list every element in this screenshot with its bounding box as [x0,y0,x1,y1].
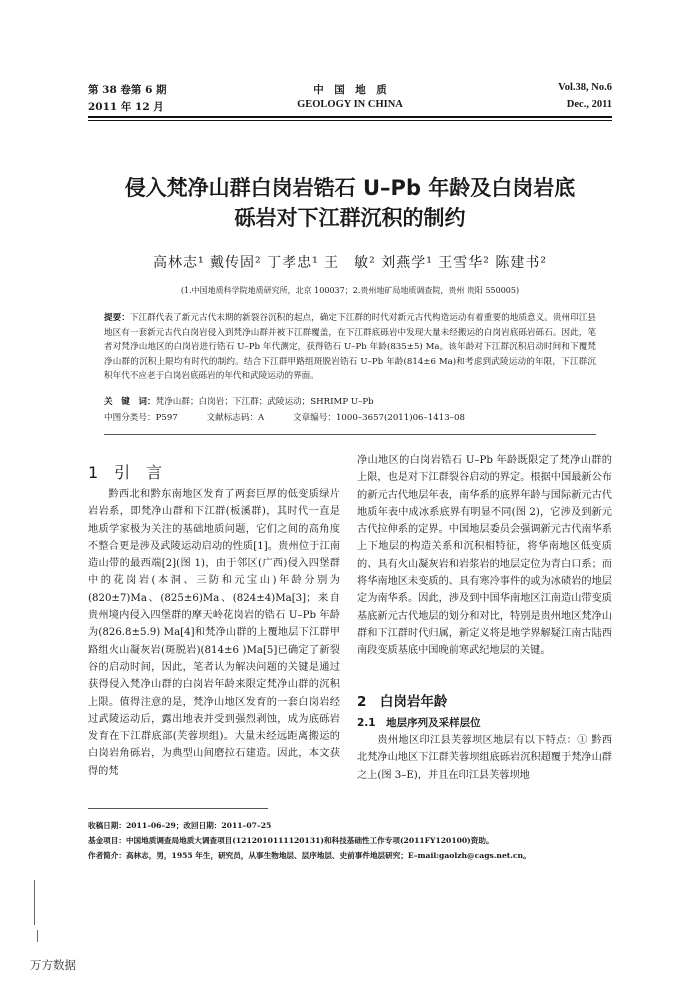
footnote-fund: 基金项目：中国地质调查局地质大调查项目(1212010111120131)和科技基础性工作专项(2011FY120100)资助。 [88,836,494,845]
article-number: 文章编号：1000–3657(2011)06–1413–08 [293,413,465,423]
scan-mark [34,880,35,925]
abstract-rule [104,434,596,435]
footnote-received: 收稿日期：2011–06–29；改回日期：2011–07–25 [88,821,272,830]
section-1-continued: 净山地区的白岗岩锆石 U–Pb 年龄既限定了梵净山群的上限，也是对下江群裂谷启动的界定。根据中国最新公布的新元古代地层年表，南华系的底界年龄与国际新元古代地质年表中成冰系底界有明显不同(图 2)，它涉及到新元古代拉伸系的定界。中国地层委员会强调新元古代南华系上下地层的构造关系和沉积相特征，将华南地区低变质的、具有火山凝灰岩和岩浆岩的地层定位为青白口系；而将华南地区未变质的、具有寒冷事件的或为冰碛岩的地层定为南华系。因此，涉及到中国华南地区江南造山带变质基底新元古代地层的划分和对比，特别是贵州地区梵净山群和下江群时代归属，新定义将是地学界解疑江南古陆西南段变质基底中国晚前寒武纪地层的关键。 [357,455,612,657]
keywords-label: 关 键 词： [104,397,156,407]
journal-date-en: Dec., 2011 [566,99,612,110]
keywords [104,395,596,407]
abstract [104,311,596,384]
journal-name-en: GEOLOGY IN CHINA [297,99,403,110]
document-code: 文献标志码：A [206,413,265,423]
section-1-paragraph: 黔西北和黔东南地区发育了两套巨厚的低变质绿片岩岩系，即梵净山群和下江群(板溪群)，其时代一直是地质学家极为关注的基础地质问题，它们之间的高角度不整合更是涉及武陵运动启动的性质[1]。贵州位于江南造山带的最西端[2](图 1)，由于邻区(广西)侵入四堡群中的花岗岩(本洞、三防和元宝山)年龄分别为 (820±7)Ma、(825±6)Ma、(824±4)Ma[3]；来自贵州境内侵入四堡群的摩天岭花岗岩的锆石 U–Pb 年龄为(826.8±5.9) Ma[4]和梵净山群的上覆地层下江群甲路组火山凝灰岩(斑脱岩)(814±6 )Ma[5]已确定了新裂谷的启动时间，因此，笔者认为解决问题的关键是通过获得侵入梵净山群的白岗岩年龄来限定梵净山群的沉积上限。值得注意的是，梵净山地区发育的一套白岗岩经过武陵运动后，露出地表并受到强烈剥蚀，成为底砾岩发育在下江群底部(芙蓉坝组)。大量未经远距离搬运的白岗岩角砾岩，为典型山间磨拉石建造。因此，本文获得的梵 [88,489,340,777]
keywords-text: 梵净山群；白岗岩；下江群；武陵运动；SHRIMP U–Pb [155,397,374,407]
header-rule-thin [88,120,612,121]
section-2-1-paragraph: 贵州地区印江县芙蓉坝区地层有以下特点：① 黔西北梵净山地区下江群芙蓉坝组底砾岩沉积超覆于梵净山群之上(图 3–E)，并且在印江县芙蓉坝地 [357,735,612,781]
title-line-1: 侵入梵净山群白岗岩锆石 U–Pb 年龄及白岗岩底 [124,176,576,200]
journal-volume: 第 38 卷第 6 期 [88,84,167,96]
journal-volume-en: Vol.38, No.6 [558,82,612,93]
author-list: 高林志¹ 戴传固² 丁孝忠¹ 王 敏² 刘燕学¹ 王雪华² 陈建书² [153,255,547,271]
footnote-author: 作者简介：高林志，男，1955 年生，研究员，从事生物地层、层序地层、史前事件地层研究；E–mail:gaolzh@cags.net.cn。 [88,851,531,860]
journal-date: 2011 年 12 月 [88,101,164,113]
section-2-heading: 2 白岗岩年龄 [357,694,448,710]
section-1-heading: 1 引 言 [88,463,163,482]
classification-line [104,411,596,423]
header-rule-thick [88,116,612,118]
affiliation: (1.中国地质科学院地质研究所，北京 100037；2.贵州地矿局地质调查院，贵州 贵阳 550005) [180,286,520,295]
title-line-2: 砾岩对下江群沉积的制约 [234,206,466,230]
footnote-rule [88,808,268,809]
scan-mark [37,930,38,942]
watermark: 万方数据 [30,958,76,972]
abstract-text: 下江群代表了新元古代末期的新裂谷沉积的起点，确定下江群的时代对新元古代构造运动有着重要的地质意义。贵州印江县地区有一套新元古代白岗岩侵入到梵净山群并被下江群覆盖，在下江群底砾岩中发现大量未经搬运的白岗岩底砾岩砾石。因此，笔者对梵净山地区的白岗岩进行锆石 U–Pb 年代测定，获得锆石 U–Pb 年龄(835±5) Ma。该年龄对下江群沉积启动时间和下覆梵净山群的沉积上限均有时代的制约。结合下江群甲路组斑脱岩锆石 U–Pb 年龄(814±6 Ma)和考虑到武陵运动的年限，下江群沉积年代不应老于白岗岩底砾岩的年代和武陵运动的界面。 [104,313,596,382]
abstract-label: 提要： [104,313,130,323]
section-2-1-heading: 2.1 地层序列及采样层位 [357,717,481,729]
clc-number: 中图分类号：P597 [104,413,178,423]
journal-name-cn: 中 国 地 质 [313,84,387,96]
